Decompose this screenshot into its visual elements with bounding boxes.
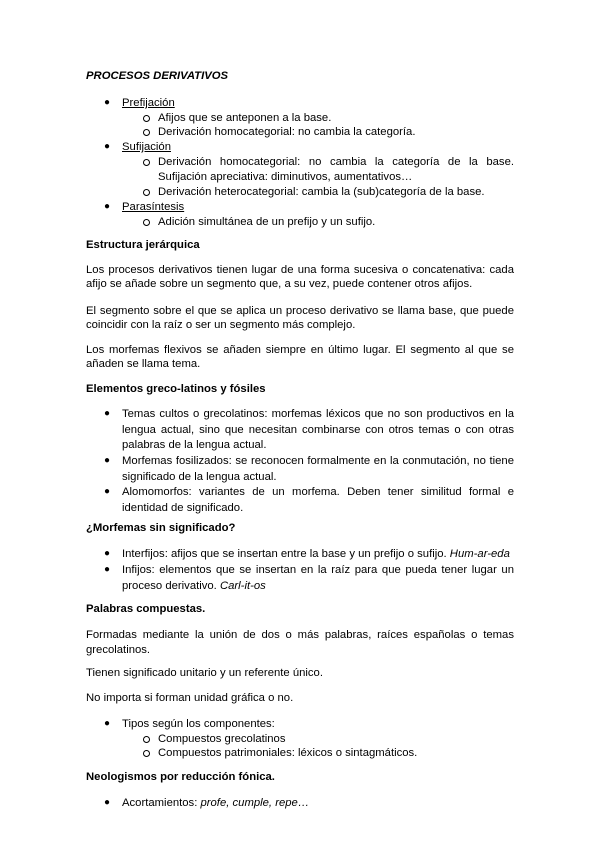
sub-item: Afijos que se anteponen a la base. [158,112,332,124]
list-item-interfijos [122,547,510,561]
section-title-compuestas: Palabras compuestas. [86,603,206,615]
bullet-icon: ● [104,97,111,108]
section-title-estructura: Estructura jerárquica [86,239,200,251]
paragraph: Tienen significado unitario y un referente único. [86,667,323,679]
circle-bullet-icon [143,219,150,226]
circle-bullet-icon [143,159,150,166]
sub-item: Derivación heterocategorial: cambia la (sub)categoría de la base. [158,186,485,198]
circle-bullet-icon [143,129,150,136]
bullet-icon: ● [104,141,111,152]
bullet-icon: ● [104,797,111,808]
sub-item: Compuestos grecolatinos [158,733,286,745]
list-item-tipos: Tipos según los componentes: [122,718,275,730]
bullet-icon: ● [104,548,111,559]
list-item-prefijacion: Prefijación [122,97,175,109]
bullet-icon: ● [104,408,111,419]
list-item-infijos [122,563,514,594]
item-text: Acortamientos: [122,797,201,809]
paragraph: No importa si forman unidad gráfica o no. [86,692,294,704]
list-item-sufijacion: Sufijación [122,141,171,153]
section-title-neologismos: Neologismos por reducción fónica. [86,771,275,783]
circle-bullet-icon [143,750,150,757]
list-item-parasintesis: Parasíntesis [122,201,185,213]
paragraph: Formadas mediante la unión de dos o más palabras, raíces españolas o temas grecolatinos. [86,629,514,656]
item-text: Interfijos: afijos que se insertan entre la base y un prefijo o sufijo. [122,548,450,560]
bullet-icon: ● [104,486,111,497]
section-title-greco: Elementos greco-latinos y fósiles [86,383,266,395]
example-text: Hum-ar-eda [449,548,510,560]
section-title-procesos: PROCESOS DERIVATIVOS [86,70,229,82]
bullet-icon: ● [104,564,111,575]
circle-bullet-icon [143,115,150,122]
bullet-icon: ● [104,201,111,212]
circle-bullet-icon [143,189,150,196]
bullet-icon: ● [104,455,111,466]
list-item: Temas cultos o grecolatinos: morfemas léxicos que no son productivos en la lengua actual, sino que necesitan combinarse con otros temas o con otras palabras de la lengua actual. [122,408,514,451]
sub-item: Adición simultánea de un prefijo y un sufijo. [158,216,376,228]
list-item: Alomomorfos: variantes de un morfema. Deben tener similitud formal e identidad de significado. [122,486,514,514]
section-title-morfemas: ¿Morfemas sin significado? [86,522,236,534]
sub-item: Derivación homocategorial: no cambia la categoría de la base. [158,156,514,168]
bullet-icon: ● [104,718,111,729]
item-text: Infijos: elementos que se insertan en la raíz para que pueda tener lugar un proceso derivativo. [122,564,514,592]
sub-item: Compuestos patrimoniales: léxicos o sintagmáticos. [158,747,418,759]
list-item: Morfemas fosilizados: se reconocen formalmente en la conmutación, no tiene significado de la lengua actual. [122,455,514,483]
example-text: profe, cumple, repe… [200,797,310,809]
sub-item-continuation: Sufijación apreciativa: diminutivos, aumentativos… [158,171,413,183]
paragraph: Los procesos derivativos tienen lugar de una forma sucesiva o concatenativa: cada afijo se añade sobre un segmento que, a su vez, puede contener otros afijos. [86,264,514,290]
paragraph: Los morfemas flexivos se añaden siempre en último lugar. El segmento al que se añaden se llama tema. [86,344,514,370]
circle-bullet-icon [143,736,150,743]
list-item-acortamientos [122,796,309,810]
paragraph: El segmento sobre el que se aplica un proceso derivativo se llama base, que puede coincidir con la raíz o ser un segmento más complejo. [86,305,514,331]
example-text: Carl-it-os [219,579,266,592]
sub-item: Derivación homocategorial: no cambia la categoría. [158,126,416,138]
